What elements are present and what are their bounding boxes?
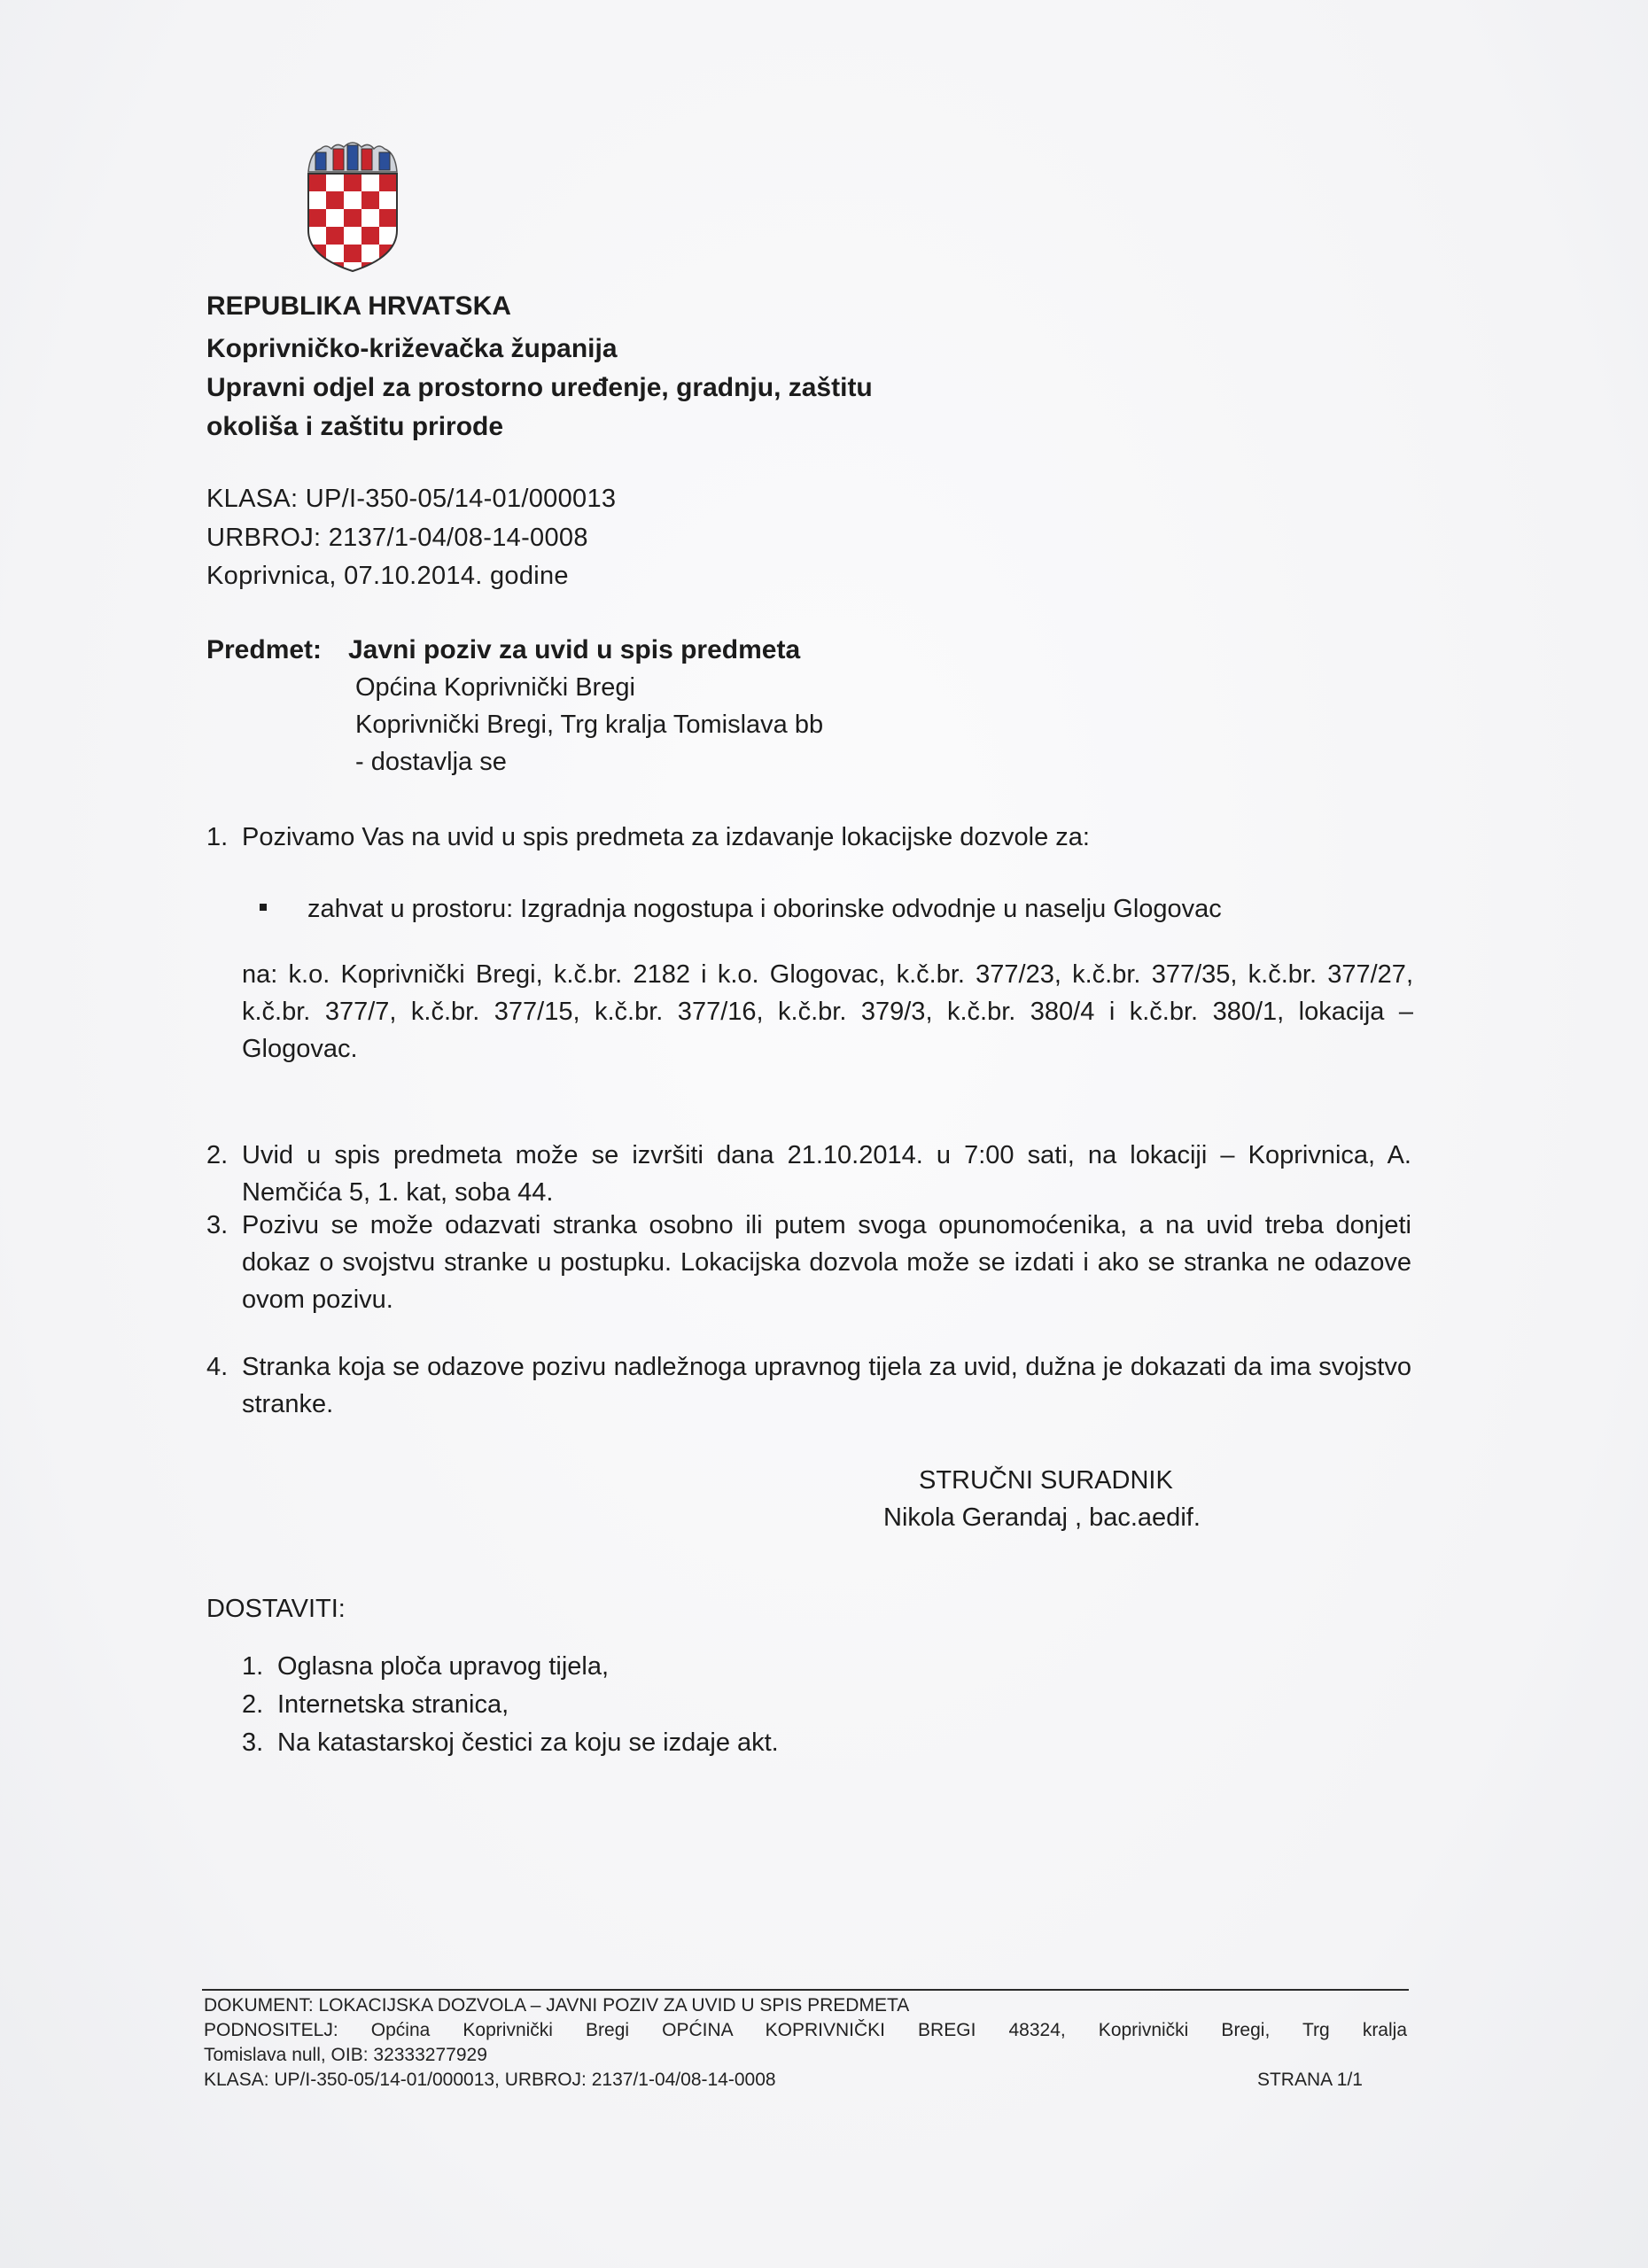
subject-address: Koprivnički Bregi, Trg kralja Tomislava bb bbox=[355, 711, 824, 739]
signature-role: STRUČNI SURADNIK bbox=[919, 1466, 1173, 1495]
footer-klasa-urbroj: KLASA: UP/I-350-05/14-01/000013, URBROJ: 2137/1-04/08-14-0008 bbox=[204, 2070, 776, 2090]
shield-square bbox=[361, 227, 379, 245]
shield-square bbox=[308, 245, 326, 262]
shield-square bbox=[326, 227, 344, 245]
country-name: REPUBLIKA HRVATSKA bbox=[206, 291, 511, 321]
shield-square bbox=[308, 191, 326, 209]
item-number: 2. bbox=[242, 1690, 264, 1719]
list-item bbox=[242, 1724, 779, 1762]
footer-divider bbox=[202, 1989, 1409, 1991]
shield-square bbox=[344, 191, 361, 209]
item-number: 2. bbox=[206, 1141, 229, 1169]
page-number: STRANA 1/1 bbox=[1256, 2070, 1363, 2090]
urbroj-line: URBROJ: 2137/1-04/08-14-0008 bbox=[206, 524, 588, 552]
shield-square bbox=[361, 245, 379, 262]
footer-applicant-line-1: PODNOSITELJ: Općina Koprivnički Bregi OPĆINA KOPRIVNIČKI BREGI 48324, Koprivnički Bregi, Trg kralja bbox=[204, 2020, 1407, 2040]
coat-shield bbox=[308, 174, 397, 275]
subject-recipient: Općina Koprivnički Bregi bbox=[355, 673, 635, 702]
item-number: 4. bbox=[206, 1353, 229, 1381]
bullet-item bbox=[260, 890, 1222, 928]
item-text: Pozivamo Vas na uvid u spis predmeta za izdavanje lokacijske dozvole za: bbox=[242, 823, 1090, 851]
shield-square bbox=[379, 262, 397, 275]
item-number: 1. bbox=[242, 1652, 264, 1681]
department-line-1: Upravni odjel za prostorno uređenje, gradnju, zaštitu bbox=[206, 373, 873, 402]
item-text: Stranka koja se odazove pozivu nadležnoga upravnog tijela za uvid, dužna je dokazati da ima svojstvo stranke. bbox=[242, 1353, 1411, 1418]
list-item bbox=[206, 1207, 1411, 1318]
shield-square bbox=[308, 209, 326, 227]
list-item bbox=[206, 1137, 1411, 1211]
item-number: 3. bbox=[206, 1211, 229, 1239]
item-text: Na katastarskoj čestici za koju se izdaje akt. bbox=[277, 1728, 779, 1757]
list-item bbox=[206, 819, 1411, 856]
footer-reference-row bbox=[204, 2068, 1407, 2093]
list-item bbox=[242, 1648, 779, 1686]
item-text: Oglasna ploča upravog tijela, bbox=[277, 1652, 610, 1681]
delivery-heading: DOSTAVITI: bbox=[206, 1595, 346, 1623]
croatian-coat-of-arms-icon bbox=[299, 133, 406, 275]
shield-square bbox=[361, 191, 379, 209]
shield-square bbox=[361, 209, 379, 227]
shield-square bbox=[326, 209, 344, 227]
shield-square bbox=[326, 191, 344, 209]
subject-label: Predmet: bbox=[206, 635, 323, 664]
delivery-list bbox=[242, 1648, 779, 1762]
shield-square bbox=[344, 227, 361, 245]
shield-square bbox=[344, 245, 361, 262]
shield-square bbox=[379, 174, 397, 191]
county-name: Koprivničko-križevačka županija bbox=[206, 334, 618, 363]
list-item bbox=[242, 1686, 779, 1724]
place-date-line: Koprivnica, 07.10.2014. godine bbox=[206, 562, 569, 590]
shield-square bbox=[379, 209, 397, 227]
subject-delivery-note: - dostavlja se bbox=[355, 748, 507, 776]
department-line-2: okoliša i zaštitu prirode bbox=[206, 412, 504, 441]
shield-square bbox=[308, 262, 326, 275]
item-number: 1. bbox=[206, 823, 229, 851]
document-footer bbox=[204, 1993, 1407, 2093]
item-number: 3. bbox=[242, 1728, 264, 1757]
bullet-text: zahvat u prostoru: Izgradnja nogostupa i oborinske odvodnje u naselju Glogovac bbox=[307, 895, 1222, 923]
shield-square bbox=[308, 174, 326, 191]
klasa-line: KLASA: UP/I-350-05/14-01/000013 bbox=[206, 485, 617, 513]
bullet-icon bbox=[260, 904, 267, 911]
signature-name: Nikola Gerandaj , bac.aedif. bbox=[883, 1503, 1201, 1532]
shield-square bbox=[344, 174, 361, 191]
coat-crown bbox=[308, 143, 397, 172]
shield-square bbox=[326, 174, 344, 191]
item-text: Uvid u spis predmeta može se izvršiti dana 21.10.2014. u 7:00 sati, na lokaciji – Koprivnica, A. Nemčića 5, 1. kat, soba 44. bbox=[242, 1141, 1411, 1207]
shield-square bbox=[379, 191, 397, 209]
subject-title: Javni poziv za uvid u spis predmeta bbox=[348, 635, 801, 664]
item-text: Pozivu se može odazvati stranka osobno ili putem svoga opunomoćenika, a na uvid treba donjeti dokaz o svojstvu stranke u postupku. Lokacijska dozvola može se izdati i ako se stranka ne odazove ovom pozivu. bbox=[242, 1211, 1411, 1314]
item-text: Internetska stranica, bbox=[277, 1690, 509, 1719]
shield-square bbox=[344, 209, 361, 227]
shield-square bbox=[361, 174, 379, 191]
footer-applicant-line-2: Tomislava null, OIB: 32333277929 bbox=[204, 2045, 487, 2065]
footer-document-type: DOKUMENT: LOKACIJSKA DOZVOLA – JAVNI POZIV ZA UVID U SPIS PREDMETA bbox=[204, 1995, 910, 2016]
shield-square bbox=[379, 245, 397, 262]
shield-square bbox=[326, 245, 344, 262]
parcels-paragraph: na: k.o. Koprivnički Bregi, k.č.br. 2182 i k.o. Glogovac, k.č.br. 377/23, k.č.br. 377/35, k.č.br. 377/27, k.č.br. 377/7, k.č.br. 377/15, k.č.br. 377/16, k.č.br. 379/3, k.č.br. 380/4 i k.č.br. 380/1, lokacija – Glogovac. bbox=[242, 960, 1413, 1063]
list-item bbox=[206, 1348, 1411, 1423]
